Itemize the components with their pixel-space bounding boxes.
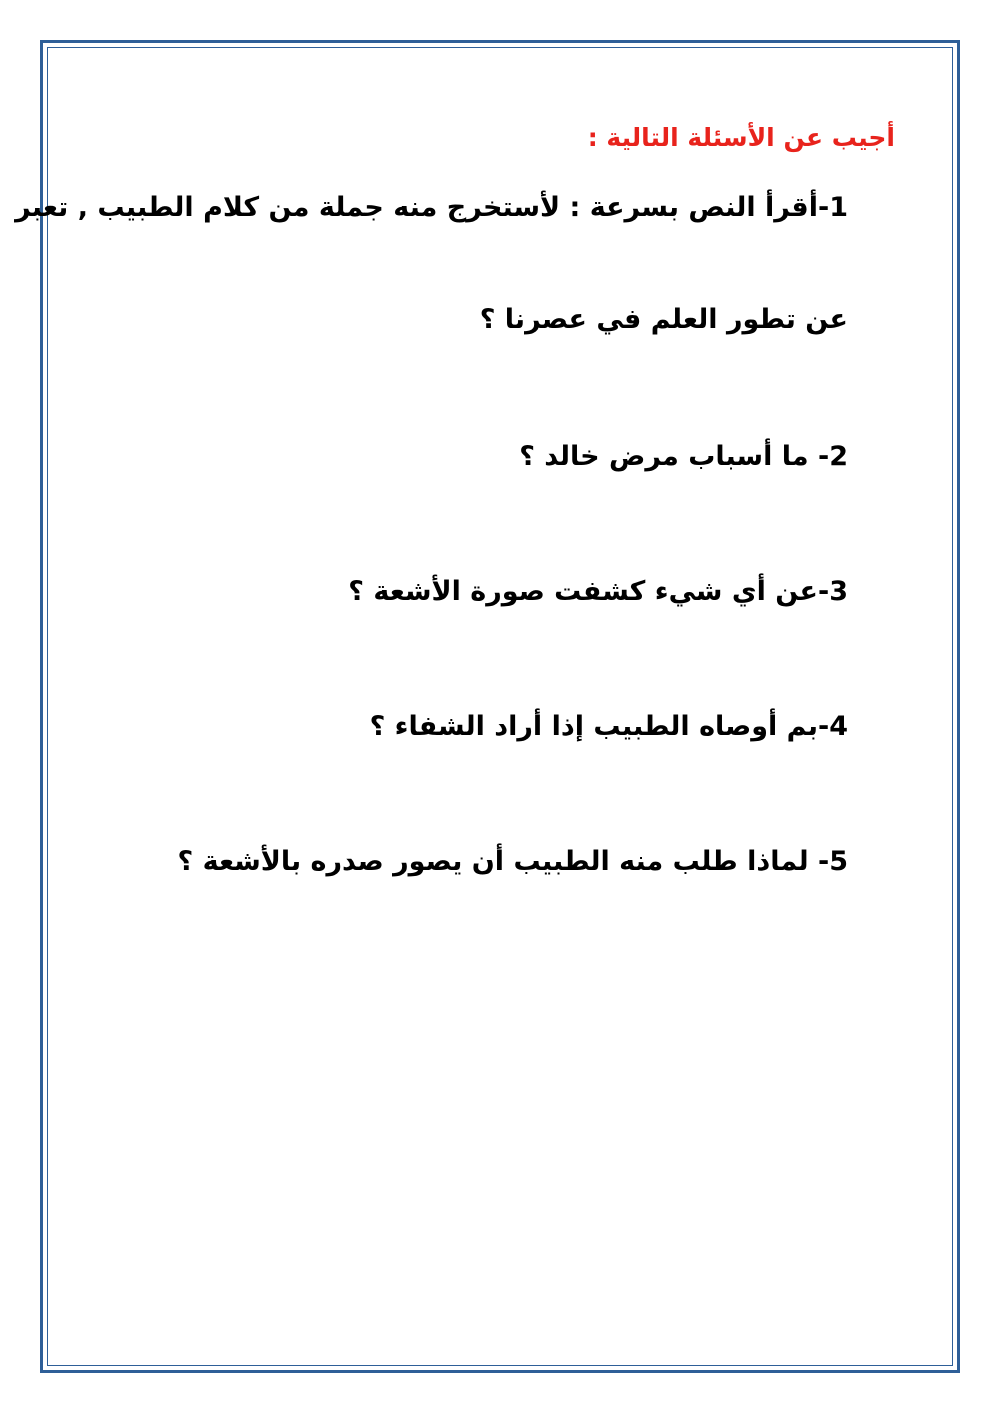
- question-3: 3-عن أي شيء كشفت صورة الأشعة ؟: [348, 576, 848, 607]
- question-2: 2- ما أسباب مرض خالد ؟: [519, 441, 848, 472]
- question-1-line-2: عن تطور العلم في عصرنا ؟: [479, 304, 848, 335]
- page-border-inner: [47, 47, 953, 1366]
- worksheet-heading: أجيب عن الأسئلة التالية :: [587, 123, 895, 152]
- question-4: 4-بم أوصاه الطبيب إذا أراد الشفاء ؟: [369, 711, 848, 742]
- question-1-line-1: 1-أقرأ النص بسرعة : لأستخرج منه جملة من كلام الطبيب , تعبر: [15, 192, 848, 223]
- question-5: 5- لماذا طلب منه الطبيب أن يصور صدره بالأشعة ؟: [177, 846, 848, 877]
